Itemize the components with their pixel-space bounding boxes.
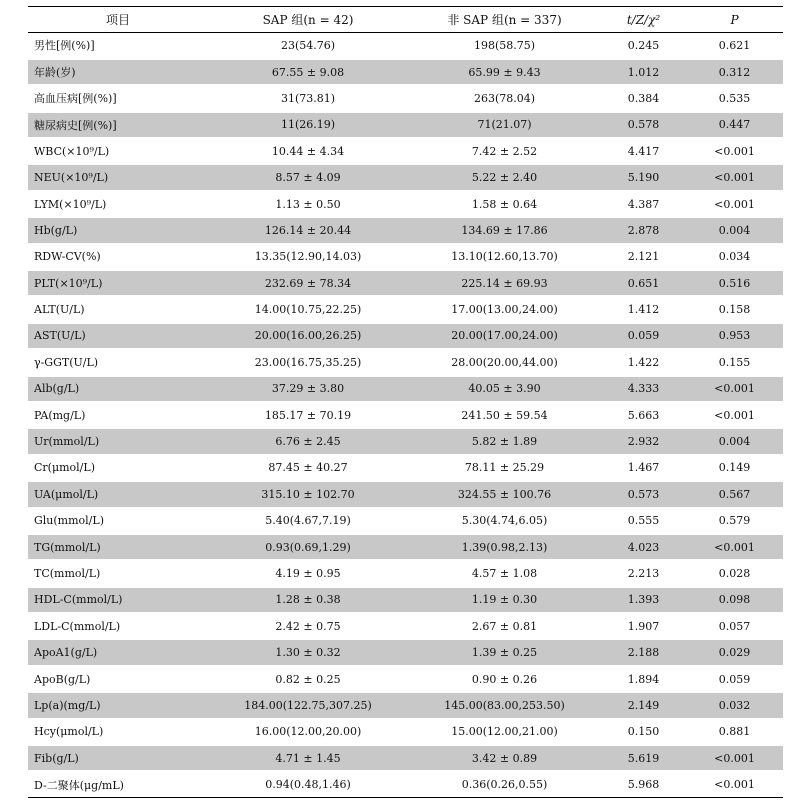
statistic-cell: 1.393 bbox=[601, 587, 686, 613]
item-cell: Hcy(μmol/L) bbox=[28, 719, 208, 745]
statistic-cell: 4.417 bbox=[601, 138, 686, 164]
header-sap-group: SAP 组(n = 42) bbox=[208, 7, 408, 33]
non-sap-value-cell: 3.42 ± 0.89 bbox=[408, 745, 601, 771]
sap-value-cell: 20.00(16.00,26.25) bbox=[208, 323, 408, 349]
table-row bbox=[28, 508, 783, 534]
table-row bbox=[28, 692, 783, 718]
p-value-cell: 0.155 bbox=[686, 349, 783, 375]
non-sap-value-cell: 17.00(13.00,24.00) bbox=[408, 296, 601, 322]
item-cell: Hb(g/L) bbox=[28, 217, 208, 243]
item-cell: TC(mmol/L) bbox=[28, 560, 208, 586]
table-row bbox=[28, 771, 783, 797]
header-non-sap-group: 非 SAP 组(n = 337) bbox=[408, 7, 601, 33]
p-value-cell: 0.567 bbox=[686, 481, 783, 507]
p-value-cell: 0.621 bbox=[686, 33, 783, 59]
sap-value-cell: 10.44 ± 4.34 bbox=[208, 138, 408, 164]
statistic-cell: 0.555 bbox=[601, 508, 686, 534]
table-row bbox=[28, 560, 783, 586]
table-row bbox=[28, 402, 783, 428]
sap-value-cell: 232.69 ± 78.34 bbox=[208, 270, 408, 296]
table-row bbox=[28, 719, 783, 745]
statistic-cell: 1.412 bbox=[601, 296, 686, 322]
non-sap-value-cell: 1.39(0.98,2.13) bbox=[408, 534, 601, 560]
p-value-cell: 0.057 bbox=[686, 613, 783, 639]
non-sap-value-cell: 4.57 ± 1.08 bbox=[408, 560, 601, 586]
item-cell: D-二聚体(μg/mL) bbox=[28, 771, 208, 797]
sap-value-cell: 5.40(4.67,7.19) bbox=[208, 508, 408, 534]
table-row bbox=[28, 745, 783, 771]
item-cell: TG(mmol/L) bbox=[28, 534, 208, 560]
p-value-cell: 0.004 bbox=[686, 428, 783, 454]
table-header bbox=[28, 7, 783, 33]
item-cell: 高血压病[例(%)] bbox=[28, 85, 208, 111]
p-value-cell: 0.098 bbox=[686, 587, 783, 613]
sap-value-cell: 2.42 ± 0.75 bbox=[208, 613, 408, 639]
non-sap-value-cell: 71(21.07) bbox=[408, 112, 601, 138]
p-value-cell: 0.881 bbox=[686, 719, 783, 745]
non-sap-value-cell: 65.99 ± 9.43 bbox=[408, 59, 601, 85]
p-value-cell: <0.001 bbox=[686, 771, 783, 797]
non-sap-value-cell: 78.11 ± 25.29 bbox=[408, 455, 601, 481]
p-value-cell: 0.579 bbox=[686, 508, 783, 534]
statistic-cell: 2.213 bbox=[601, 560, 686, 586]
table-row bbox=[28, 33, 783, 59]
comparison-table bbox=[28, 6, 783, 798]
table-row bbox=[28, 59, 783, 85]
statistic-cell: 2.188 bbox=[601, 639, 686, 665]
item-cell: PLT(×10⁹/L) bbox=[28, 270, 208, 296]
table-row bbox=[28, 639, 783, 665]
non-sap-value-cell: 134.69 ± 17.86 bbox=[408, 217, 601, 243]
table-row bbox=[28, 455, 783, 481]
p-value-cell: 0.004 bbox=[686, 217, 783, 243]
statistic-cell: 4.333 bbox=[601, 376, 686, 402]
item-cell: Cr(μmol/L) bbox=[28, 455, 208, 481]
p-value-cell: <0.001 bbox=[686, 164, 783, 190]
sap-value-cell: 1.30 ± 0.32 bbox=[208, 639, 408, 665]
non-sap-value-cell: 20.00(17.00,24.00) bbox=[408, 323, 601, 349]
non-sap-value-cell: 28.00(20.00,44.00) bbox=[408, 349, 601, 375]
table-row bbox=[28, 244, 783, 270]
statistic-cell: 0.245 bbox=[601, 33, 686, 59]
sap-value-cell: 4.71 ± 1.45 bbox=[208, 745, 408, 771]
sap-value-cell: 126.14 ± 20.44 bbox=[208, 217, 408, 243]
statistic-cell: 2.121 bbox=[601, 244, 686, 270]
statistic-cell: 0.578 bbox=[601, 112, 686, 138]
table-row bbox=[28, 481, 783, 507]
non-sap-value-cell: 198(58.75) bbox=[408, 33, 601, 59]
sap-value-cell: 37.29 ± 3.80 bbox=[208, 376, 408, 402]
sap-value-cell: 1.13 ± 0.50 bbox=[208, 191, 408, 217]
statistic-cell: 2.149 bbox=[601, 692, 686, 718]
table-row bbox=[28, 191, 783, 217]
header-p-value: P bbox=[686, 7, 783, 33]
p-value-cell: 0.953 bbox=[686, 323, 783, 349]
sap-value-cell: 0.82 ± 0.25 bbox=[208, 666, 408, 692]
table-row bbox=[28, 428, 783, 454]
statistic-cell: 5.968 bbox=[601, 771, 686, 797]
table-row bbox=[28, 85, 783, 111]
non-sap-value-cell: 1.19 ± 0.30 bbox=[408, 587, 601, 613]
sap-value-cell: 23.00(16.75,35.25) bbox=[208, 349, 408, 375]
item-cell: Ur(mmol/L) bbox=[28, 428, 208, 454]
table-row bbox=[28, 587, 783, 613]
item-cell: γ-GGT(U/L) bbox=[28, 349, 208, 375]
p-value-cell: 0.447 bbox=[686, 112, 783, 138]
sap-value-cell: 0.93(0.69,1.29) bbox=[208, 534, 408, 560]
item-cell: Alb(g/L) bbox=[28, 376, 208, 402]
p-value-cell: 0.029 bbox=[686, 639, 783, 665]
non-sap-value-cell: 40.05 ± 3.90 bbox=[408, 376, 601, 402]
non-sap-value-cell: 324.55 ± 100.76 bbox=[408, 481, 601, 507]
non-sap-value-cell: 1.58 ± 0.64 bbox=[408, 191, 601, 217]
p-value-cell: 0.028 bbox=[686, 560, 783, 586]
statistic-cell: 1.907 bbox=[601, 613, 686, 639]
non-sap-value-cell: 2.67 ± 0.81 bbox=[408, 613, 601, 639]
table-row bbox=[28, 138, 783, 164]
table-row bbox=[28, 164, 783, 190]
table-row bbox=[28, 613, 783, 639]
item-cell: NEU(×10⁹/L) bbox=[28, 164, 208, 190]
sap-value-cell: 6.76 ± 2.45 bbox=[208, 428, 408, 454]
non-sap-value-cell: 225.14 ± 69.93 bbox=[408, 270, 601, 296]
item-cell: RDW-CV(%) bbox=[28, 244, 208, 270]
p-value-cell: 0.059 bbox=[686, 666, 783, 692]
item-cell: WBC(×10⁹/L) bbox=[28, 138, 208, 164]
sap-value-cell: 315.10 ± 102.70 bbox=[208, 481, 408, 507]
non-sap-value-cell: 7.42 ± 2.52 bbox=[408, 138, 601, 164]
p-value-cell: 0.516 bbox=[686, 270, 783, 296]
sap-value-cell: 14.00(10.75,22.25) bbox=[208, 296, 408, 322]
table-row bbox=[28, 270, 783, 296]
item-cell: Glu(mmol/L) bbox=[28, 508, 208, 534]
non-sap-value-cell: 1.39 ± 0.25 bbox=[408, 639, 601, 665]
table-row bbox=[28, 112, 783, 138]
statistic-cell: 0.059 bbox=[601, 323, 686, 349]
p-value-cell: <0.001 bbox=[686, 745, 783, 771]
sap-value-cell: 8.57 ± 4.09 bbox=[208, 164, 408, 190]
sap-value-cell: 184.00(122.75,307.25) bbox=[208, 692, 408, 718]
item-cell: 男性[例(%)] bbox=[28, 33, 208, 59]
sap-value-cell: 0.94(0.48,1.46) bbox=[208, 771, 408, 797]
non-sap-value-cell: 0.36(0.26,0.55) bbox=[408, 771, 601, 797]
statistic-cell: 1.467 bbox=[601, 455, 686, 481]
non-sap-value-cell: 15.00(12.00,21.00) bbox=[408, 719, 601, 745]
item-cell: Lp(a)(mg/L) bbox=[28, 692, 208, 718]
item-cell: LDL-C(mmol/L) bbox=[28, 613, 208, 639]
non-sap-value-cell: 5.22 ± 2.40 bbox=[408, 164, 601, 190]
sap-value-cell: 4.19 ± 0.95 bbox=[208, 560, 408, 586]
sap-value-cell: 16.00(12.00,20.00) bbox=[208, 719, 408, 745]
statistic-cell: 4.023 bbox=[601, 534, 686, 560]
sap-value-cell: 1.28 ± 0.38 bbox=[208, 587, 408, 613]
item-cell: Fib(g/L) bbox=[28, 745, 208, 771]
statistic-cell: 2.878 bbox=[601, 217, 686, 243]
item-cell: 年龄(岁) bbox=[28, 59, 208, 85]
statistic-cell: 1.422 bbox=[601, 349, 686, 375]
item-cell: AST(U/L) bbox=[28, 323, 208, 349]
non-sap-value-cell: 13.10(12.60,13.70) bbox=[408, 244, 601, 270]
p-value-cell: 0.032 bbox=[686, 692, 783, 718]
p-value-cell: 0.149 bbox=[686, 455, 783, 481]
statistic-cell: 1.894 bbox=[601, 666, 686, 692]
item-cell: ApoA1(g/L) bbox=[28, 639, 208, 665]
p-value-cell: <0.001 bbox=[686, 534, 783, 560]
non-sap-value-cell: 145.00(83.00,253.50) bbox=[408, 692, 601, 718]
table-row bbox=[28, 666, 783, 692]
table-row bbox=[28, 349, 783, 375]
non-sap-value-cell: 263(78.04) bbox=[408, 85, 601, 111]
table-row bbox=[28, 217, 783, 243]
statistic-cell: 5.619 bbox=[601, 745, 686, 771]
p-value-cell: 0.158 bbox=[686, 296, 783, 322]
statistic-cell: 1.012 bbox=[601, 59, 686, 85]
statistic-cell: 5.190 bbox=[601, 164, 686, 190]
sap-value-cell: 67.55 ± 9.08 bbox=[208, 59, 408, 85]
table-body bbox=[28, 33, 783, 798]
statistic-cell: 5.663 bbox=[601, 402, 686, 428]
p-value-cell: 0.312 bbox=[686, 59, 783, 85]
item-cell: UA(μmol/L) bbox=[28, 481, 208, 507]
table-row bbox=[28, 534, 783, 560]
sap-value-cell: 185.17 ± 70.19 bbox=[208, 402, 408, 428]
p-value-cell: <0.001 bbox=[686, 138, 783, 164]
statistic-cell: 0.150 bbox=[601, 719, 686, 745]
statistic-cell: 0.384 bbox=[601, 85, 686, 111]
non-sap-value-cell: 5.30(4.74,6.05) bbox=[408, 508, 601, 534]
item-cell: LYM(×10⁹/L) bbox=[28, 191, 208, 217]
statistic-cell: 4.387 bbox=[601, 191, 686, 217]
header-row bbox=[28, 7, 783, 33]
p-value-cell: <0.001 bbox=[686, 191, 783, 217]
non-sap-value-cell: 0.90 ± 0.26 bbox=[408, 666, 601, 692]
item-cell: ALT(U/L) bbox=[28, 296, 208, 322]
p-value-cell: 0.034 bbox=[686, 244, 783, 270]
statistic-cell: 0.573 bbox=[601, 481, 686, 507]
sap-value-cell: 11(26.19) bbox=[208, 112, 408, 138]
table-row bbox=[28, 376, 783, 402]
header-test-statistic: t/Z/χ² bbox=[601, 7, 686, 33]
p-value-cell: 0.535 bbox=[686, 85, 783, 111]
header-item: 项目 bbox=[28, 7, 208, 33]
statistic-cell: 0.651 bbox=[601, 270, 686, 296]
p-value-cell: <0.001 bbox=[686, 402, 783, 428]
table-row bbox=[28, 323, 783, 349]
p-value-cell: <0.001 bbox=[686, 376, 783, 402]
item-cell: HDL-C(mmol/L) bbox=[28, 587, 208, 613]
item-cell: 糖尿病史[例(%)] bbox=[28, 112, 208, 138]
non-sap-value-cell: 241.50 ± 59.54 bbox=[408, 402, 601, 428]
statistic-cell: 2.932 bbox=[601, 428, 686, 454]
sap-value-cell: 87.45 ± 40.27 bbox=[208, 455, 408, 481]
table-row bbox=[28, 296, 783, 322]
sap-value-cell: 31(73.81) bbox=[208, 85, 408, 111]
item-cell: PA(mg/L) bbox=[28, 402, 208, 428]
sap-value-cell: 13.35(12.90,14.03) bbox=[208, 244, 408, 270]
item-cell: ApoB(g/L) bbox=[28, 666, 208, 692]
non-sap-value-cell: 5.82 ± 1.89 bbox=[408, 428, 601, 454]
sap-value-cell: 23(54.76) bbox=[208, 33, 408, 59]
